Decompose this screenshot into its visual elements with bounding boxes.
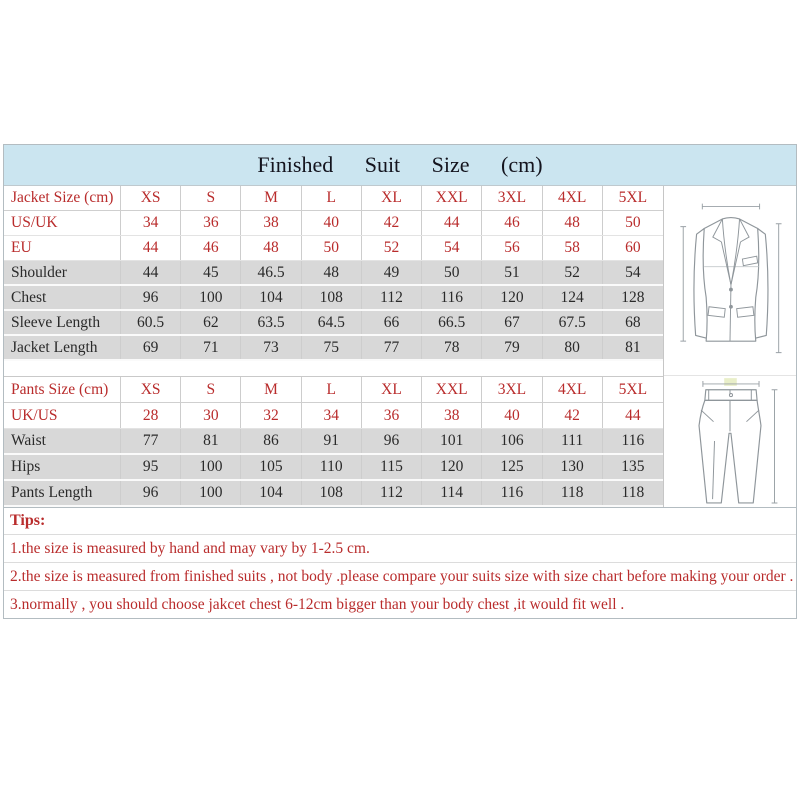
cell-value: 128 [621, 288, 645, 306]
pants-illustration [664, 376, 796, 507]
jacket-size-table [4, 186, 663, 361]
jacket-illustration [664, 186, 796, 376]
cell-value: 100 [181, 481, 241, 505]
cell-value: 5XL [618, 380, 648, 398]
table-row [4, 311, 663, 336]
cell-value: 44 [121, 236, 181, 260]
cell-value: 124 [543, 286, 603, 309]
cell-value: 60 [625, 239, 641, 256]
table-row [4, 455, 663, 481]
trousers-icon [670, 377, 790, 507]
row-label: Pants Size (cm) [4, 377, 121, 402]
cell-value: 81 [181, 429, 241, 453]
cell-value: 34 [121, 211, 181, 235]
cell-value: 118 [621, 484, 645, 501]
row-label: Hips [4, 455, 121, 479]
cell-value: 96 [121, 481, 181, 505]
cell-value: 3XL [482, 186, 542, 210]
cell-value: M [241, 186, 301, 210]
cell-value: 5XL [618, 189, 648, 206]
table-row [4, 481, 663, 507]
cell-value: 111 [543, 429, 603, 453]
cell-value: 96 [362, 429, 422, 453]
cell-value: 71 [181, 336, 241, 359]
cell-value: 100 [181, 286, 241, 309]
cell-value: S [181, 186, 241, 210]
cell-value: L [302, 377, 362, 402]
table-row [4, 211, 663, 236]
cell-value: 52 [543, 261, 603, 284]
cell-value: 48 [302, 261, 362, 284]
suit-jacket-icon [667, 190, 793, 372]
chart-body [4, 186, 796, 507]
chart-title: Finished Suit Size (cm) [4, 145, 796, 186]
cell-value: 130 [543, 455, 603, 479]
cell-value: 125 [482, 455, 542, 479]
tip-line-2: 2.the size is measured from finished suits , not body .please compare your suits size with size chart before making your order . [4, 563, 796, 591]
cell-value: 4XL [543, 377, 603, 402]
cell-value: XS [121, 186, 181, 210]
cell-value: 67 [482, 311, 542, 334]
cell-value: 73 [241, 336, 301, 359]
cell-value: 58 [543, 236, 603, 260]
cell-value: 108 [302, 481, 362, 505]
cell-value: XXL [422, 186, 482, 210]
row-label: EU [4, 236, 121, 260]
cell-value: 75 [302, 336, 362, 359]
cell-value: 44 [121, 261, 181, 284]
cell-value: 62 [181, 311, 241, 334]
cell-value: 36 [181, 211, 241, 235]
cell-value: 79 [482, 336, 542, 359]
table-row [4, 403, 663, 429]
illustration-column [663, 186, 796, 507]
cell-value: 66 [362, 311, 422, 334]
cell-value: 66.5 [422, 311, 482, 334]
cell-value: 77 [362, 336, 422, 359]
cell-value: 68 [625, 313, 641, 331]
size-chart [3, 144, 797, 619]
cell-value: 52 [362, 236, 422, 260]
cell-value: 54 [422, 236, 482, 260]
cell-value: 28 [121, 403, 181, 428]
cell-value: 49 [362, 261, 422, 284]
cell-value: 46 [181, 236, 241, 260]
cell-value: 104 [241, 481, 301, 505]
cell-value: 4XL [543, 186, 603, 210]
table-row [4, 336, 663, 361]
cell-value: 30 [181, 403, 241, 428]
cell-value: 32 [241, 403, 301, 428]
cell-value: 101 [422, 429, 482, 453]
cell-value: 42 [362, 211, 422, 235]
cell-value: 48 [543, 211, 603, 235]
tips-heading: Tips: [4, 508, 796, 535]
cell-value: 67.5 [543, 311, 603, 334]
cell-value: 118 [543, 481, 603, 505]
cell-value: 108 [302, 286, 362, 309]
row-label: Shoulder [4, 261, 121, 284]
cell-value: 40 [302, 211, 362, 235]
cell-value: 60.5 [121, 311, 181, 334]
cell-value: 96 [121, 286, 181, 309]
cell-value: 81 [625, 338, 641, 356]
cell-value: 106 [482, 429, 542, 453]
cell-value: 44 [422, 211, 482, 235]
row-label: UK/US [4, 403, 121, 428]
cell-value: 112 [362, 481, 422, 505]
cell-value: XS [121, 377, 181, 402]
cell-value: S [181, 377, 241, 402]
cell-value: 48 [241, 236, 301, 260]
cell-value: 44 [625, 406, 641, 424]
cell-value: 3XL [482, 377, 542, 402]
cell-value: M [241, 377, 301, 402]
cell-value: 42 [543, 403, 603, 428]
cell-value: 95 [121, 455, 181, 479]
cell-value: 50 [302, 236, 362, 260]
row-label: Sleeve Length [4, 311, 121, 334]
table-row [4, 429, 663, 455]
cell-value: 110 [302, 455, 362, 479]
cell-value: XXL [422, 377, 482, 402]
cell-value: 116 [422, 286, 482, 309]
table-row [4, 261, 663, 286]
cell-value: 36 [362, 403, 422, 428]
cell-value: 50 [625, 214, 641, 231]
table-row [4, 286, 663, 311]
pants-size-table [4, 377, 663, 507]
cell-value: 116 [621, 432, 645, 449]
cell-value: 77 [121, 429, 181, 453]
row-label: Jacket Length [4, 336, 121, 359]
table-row [4, 236, 663, 261]
cell-value: 38 [241, 211, 301, 235]
row-label: Pants Length [4, 481, 121, 505]
cell-value: 50 [422, 261, 482, 284]
cell-value: 54 [625, 263, 641, 281]
cell-value: XL [362, 186, 422, 210]
cell-value: 51 [482, 261, 542, 284]
cell-value: 100 [181, 455, 241, 479]
cell-value: 105 [241, 455, 301, 479]
cell-value: 120 [422, 455, 482, 479]
cell-value: 91 [302, 429, 362, 453]
tip-line-3: 3.normally , you should choose jakcet chest 6-12cm bigger than your body chest ,it would fit well . [10, 595, 625, 613]
cell-value: 104 [241, 286, 301, 309]
cell-value: 135 [621, 458, 645, 475]
cell-value: 56 [482, 236, 542, 260]
tip-line-1: 1.the size is measured by hand and may vary by 1-2.5 cm. [4, 535, 796, 563]
cell-value: 80 [543, 336, 603, 359]
cell-value: 63.5 [241, 311, 301, 334]
cell-value: L [302, 186, 362, 210]
cell-value: 34 [302, 403, 362, 428]
cell-value: 120 [482, 286, 542, 309]
cell-value: 64.5 [302, 311, 362, 334]
cell-value: 86 [241, 429, 301, 453]
table-row [4, 186, 663, 211]
cell-value: 78 [422, 336, 482, 359]
data-column [4, 186, 663, 507]
row-label: Jacket Size (cm) [4, 186, 121, 210]
row-label: Chest [4, 286, 121, 309]
tips-section [4, 507, 796, 618]
cell-value: 115 [362, 455, 422, 479]
cell-value: XL [362, 377, 422, 402]
cell-value: 46 [482, 211, 542, 235]
row-label: US/UK [4, 211, 121, 235]
table-gap [4, 361, 663, 377]
cell-value: 114 [422, 481, 482, 505]
cell-value: 112 [362, 286, 422, 309]
cell-value: 45 [181, 261, 241, 284]
cell-value: 116 [482, 481, 542, 505]
row-label: Waist [4, 429, 121, 453]
cell-value: 69 [121, 336, 181, 359]
cell-value: 40 [482, 403, 542, 428]
table-row [4, 377, 663, 403]
cell-value: 46.5 [241, 261, 301, 284]
cell-value: 38 [422, 403, 482, 428]
